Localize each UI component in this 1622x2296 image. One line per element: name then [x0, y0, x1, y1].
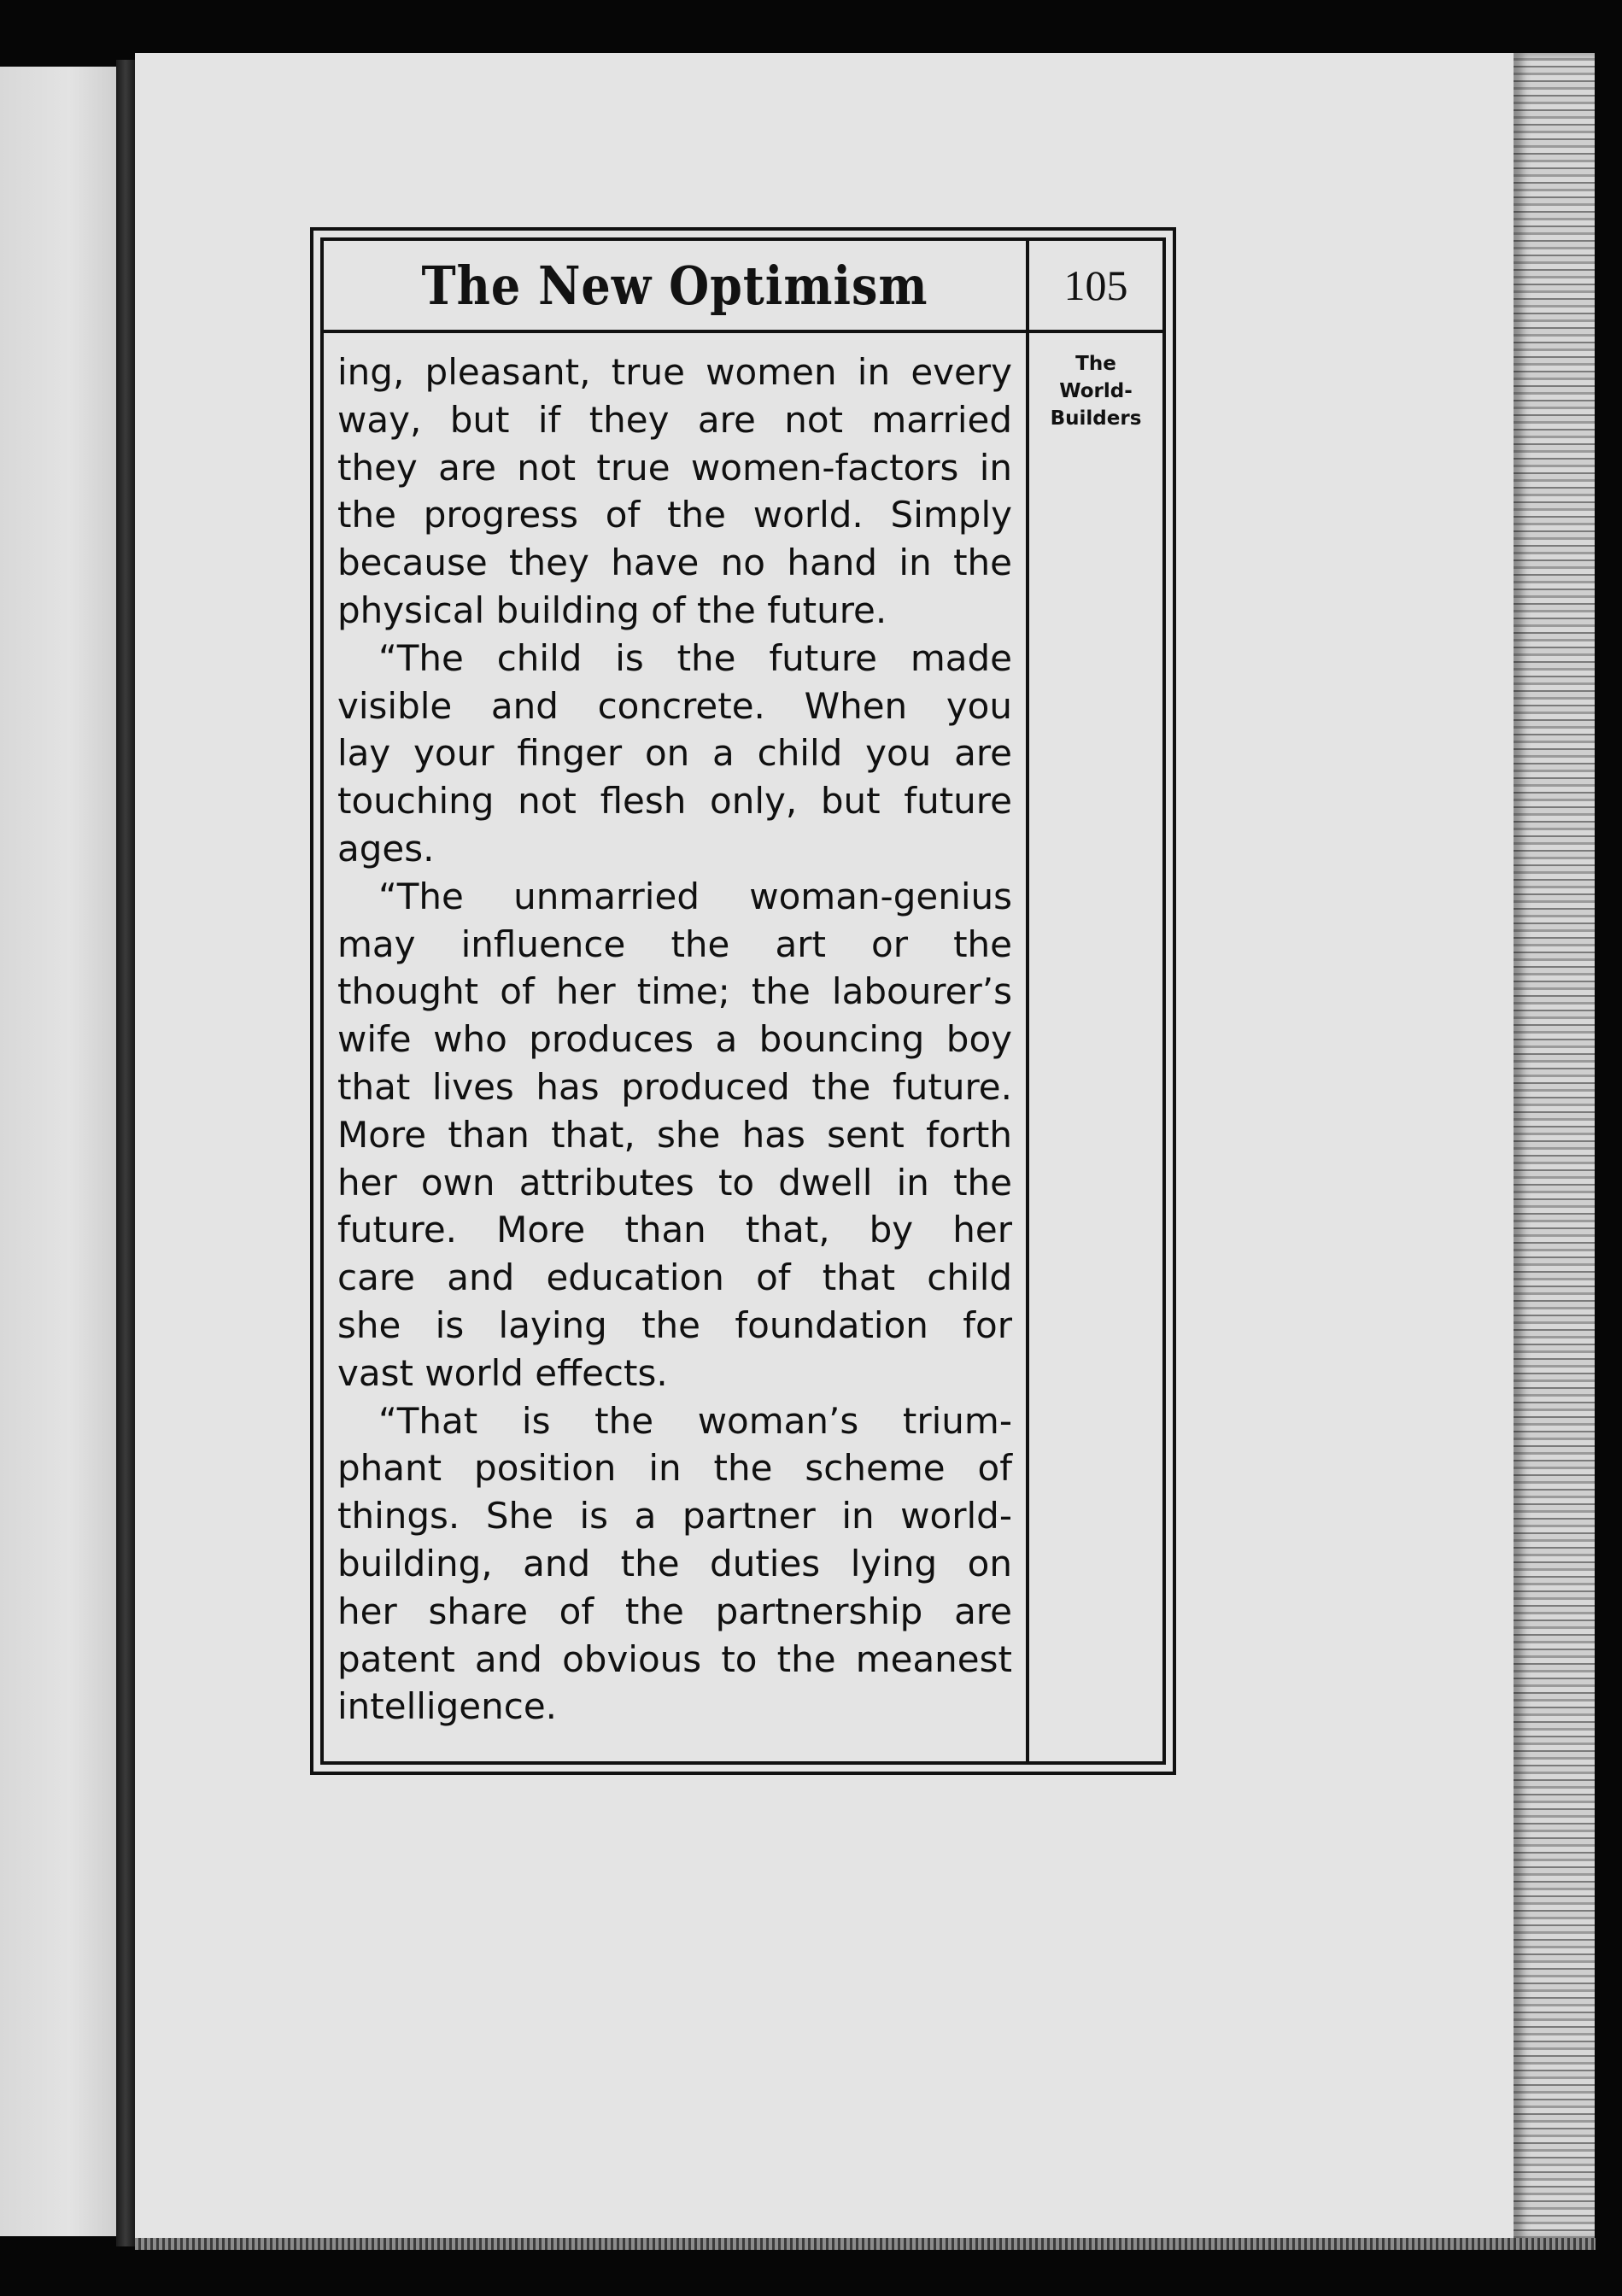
text-line: ing, pleasant, true women in every	[337, 351, 1012, 393]
text-line: phant position in the scheme of	[337, 1447, 1012, 1490]
text-line: “The child is the future made	[378, 636, 1012, 679]
text-line: that lives has produced the future.	[337, 1065, 1012, 1108]
text-line: she is laying the foundation for	[337, 1303, 1013, 1346]
paragraph	[337, 348, 1012, 635]
text-line: lay your finger on a child you are	[337, 732, 1013, 775]
text-line: the progress of the world. Simply	[337, 494, 1012, 536]
text-line: “The unmarried woman-genius	[378, 875, 1012, 917]
running-title: The New Optimism	[421, 254, 928, 317]
marginal-note-line: World-	[1059, 380, 1133, 402]
text-line: they are not true women-factors in	[337, 446, 1012, 489]
paragraph	[337, 1397, 1012, 1731]
text-line: thought of her time; the labourer’s	[337, 970, 1012, 1013]
text-frame	[310, 227, 1176, 1775]
book-gutter	[116, 60, 135, 2246]
text-frame-inner	[320, 237, 1166, 1765]
text-line: touching not flesh only, but future	[337, 780, 1012, 823]
page-number: 105	[1063, 261, 1128, 309]
text-line: building, and the duties lying on	[337, 1542, 1012, 1584]
text-line: her share of the partnership are	[337, 1590, 1012, 1632]
text-line: “That is the woman’s trium-	[378, 1399, 1012, 1442]
text-line: More than that, she has sent forth	[337, 1113, 1012, 1156]
text-line: way, but if they are not married	[337, 398, 1013, 441]
text-line-last: ages.	[337, 827, 435, 870]
text-line: things. She is a partner in world-	[337, 1495, 1012, 1538]
text-line: her own attributes to dwell in the	[337, 1161, 1013, 1204]
text-line: patent and obvious to the meanest	[337, 1637, 1012, 1680]
text-line: care and education of that child	[337, 1256, 1013, 1299]
paragraph	[337, 635, 1012, 873]
text-line-last: physical building of the future.	[337, 589, 887, 631]
column-divider	[1026, 241, 1029, 1761]
page-stack-edge	[1514, 53, 1595, 2240]
header-row	[324, 241, 1162, 333]
facing-page-edge	[0, 67, 116, 2236]
text-line: future. More than that, by her	[337, 1209, 1012, 1251]
marginal-note-line: Builders	[1050, 407, 1142, 430]
text-line: may influence the art or the	[337, 922, 1013, 965]
text-line: because they have no hand in the	[337, 542, 1013, 584]
text-line: visible and concrete. When you	[337, 684, 1012, 727]
body-text	[337, 348, 1012, 1731]
paragraph	[337, 873, 1012, 1397]
marginal-note	[1029, 350, 1162, 432]
text-line: wife who produces a bouncing boy	[337, 1018, 1012, 1061]
marginal-note-line: The	[1075, 353, 1116, 375]
text-line-last: vast world effects.	[337, 1351, 668, 1394]
text-line-last: intelligence.	[337, 1685, 558, 1728]
page-bottom-edge	[135, 2238, 1596, 2250]
